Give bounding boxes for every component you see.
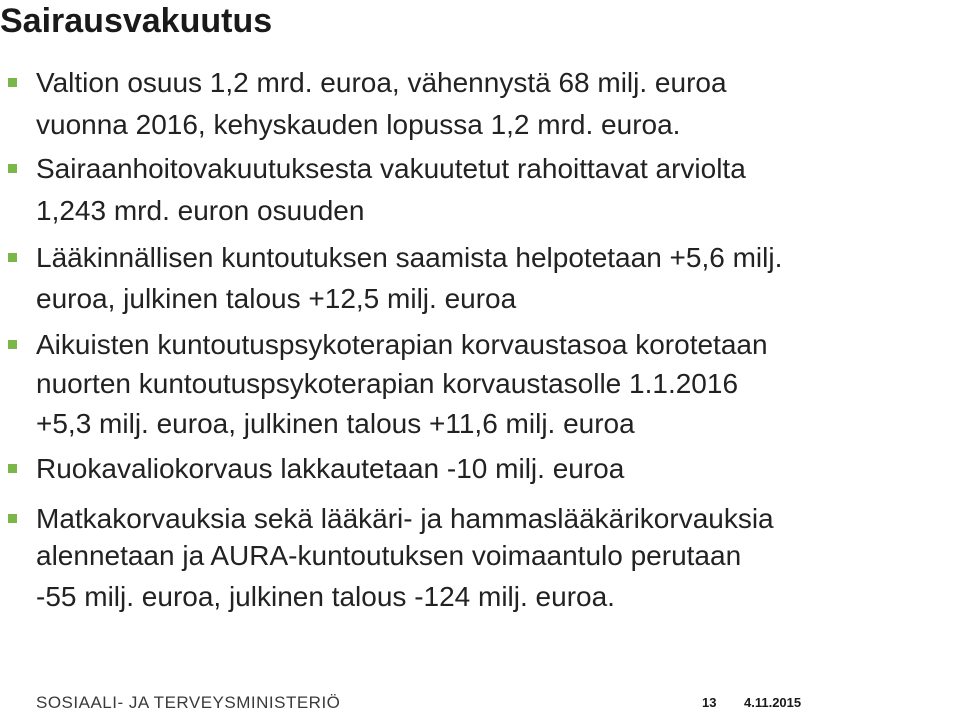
bullet-text-line: Sairaanhoitovakuutuksesta vakuutetut rahoittavat arviolta — [36, 153, 746, 184]
bullet-text-line: Lääkinnällisen kuntoutuksen saamista helpotetaan +5,6 milj. — [36, 242, 783, 273]
slide-date: 4.11.2015 — [744, 695, 802, 710]
bullet-square-icon — [8, 514, 17, 523]
bullet-text-line: alennetaan ja AURA-kuntoutuksen voimaantulo perutaan — [36, 540, 742, 571]
slide-title: Sairausvakuutus — [0, 2, 273, 40]
bullet-square-icon — [8, 164, 17, 173]
bullet-text-line: vuonna 2016, kehyskauden lopussa 1,2 mrd. euroa. — [36, 109, 681, 140]
bullet-text-line: -55 milj. euroa, julkinen talous -124 milj. euroa. — [36, 581, 615, 612]
bullet-text-line: Aikuisten kuntoutuspsykoterapian korvaustasoa korotetaan — [36, 329, 768, 360]
bullet-square-icon — [8, 78, 17, 87]
bullet-text-line: euroa, julkinen talous +12,5 milj. euroa — [36, 283, 517, 314]
bullet-square-icon — [8, 253, 17, 262]
bullet-text-line: Valtion osuus 1,2 mrd. euroa, vähennystä 68 milj. euroa — [36, 67, 727, 98]
ministry-logo-text: SOSIAALI- JA TERVEYSMINISTERIÖ — [36, 693, 341, 712]
page-number: 13 — [702, 695, 717, 710]
bullet-text-line: Matkakorvauksia sekä lääkäri- ja hammaslääkärikorvauksia — [36, 503, 774, 534]
slide-footer — [0, 690, 959, 719]
bullet-square-icon — [8, 340, 17, 349]
bullet-text-line: Ruokavaliokorvaus lakkautetaan -10 milj. euroa — [36, 453, 625, 484]
bullet-text-line: +5,3 milj. euroa, julkinen talous +11,6 milj. euroa — [36, 408, 635, 439]
bullet-text-line: 1,243 mrd. euron osuuden — [36, 195, 365, 226]
bullet-square-icon — [8, 464, 17, 473]
bullet-text-line: nuorten kuntoutuspsykoterapian korvaustasolle 1.1.2016 — [36, 368, 739, 399]
